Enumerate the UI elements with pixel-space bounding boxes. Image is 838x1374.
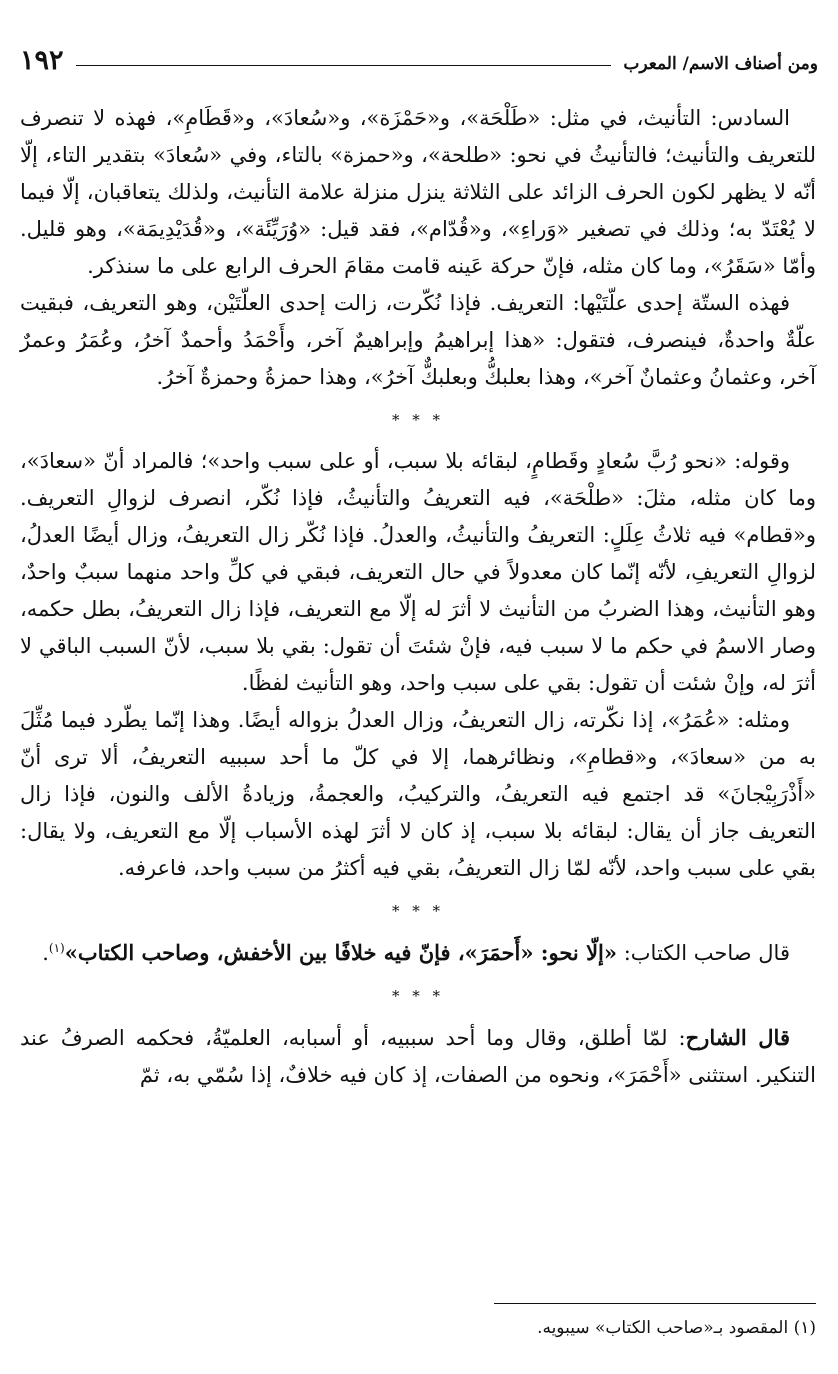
author-quote <box>20 934 816 972</box>
header-rule <box>76 65 612 66</box>
quote-end: . <box>42 941 49 965</box>
paragraph: فهذه الستّة إحدى علّتَيْها: التعريف. فإذا نُكّرت، زالت إحدى العلّتَيْن، وهو التعريف، فبقيت علّةٌ واحدةٌ، فينصرف، فتقول: «هذا إبراهيمُ وإبراهيمٌ آخر، وأَحْمَدُ وأحمدٌ آخرُ، وعُمَرُ وعمرٌ آخر، وعثمانُ وعثمانٌ آخر»، وهذا بعلبكُّ وبعلبكٌّ آخرُ»، وهذا حمزةُ وحمزةٌ آخرُ. <box>20 291 816 389</box>
section-separator: * * * <box>391 411 445 429</box>
footnote-rule <box>494 1303 816 1304</box>
commentary-lead: قال الشارح <box>685 1025 790 1050</box>
quote-lead: قال صاحب الكتاب: <box>617 941 790 965</box>
paragraph: وقوله: «نحو رُبَّ سُعادٍ وقَطامٍ، لبقائه بلا سبب، أو على سبب واحد»؛ فالمراد أنّ «سعادَ»، وما كان مثله، مثلَ: «طلْحَة»، فيه التعريفُ والتأنيثُ، فإذا نُكّر، انصرف لزوالِ التعريف. و«قطام» فيه ثلاثُ عِلَلٍ: التعريفُ والتأنيثُ، والعدلُ. فإذا نُكّر زال التعريفُ، وزال أيضًا العدلُ، لزوالِ التعريفِ، لأنّه إنّما كان معدولاً في حال التعريف، فبقي في كلِّ واحد منهما سببٌ واحدٌ، وهو التأنيث، وهذا الضربُ من التأنيث لا أثرَ له إلّا مع التعريف، فإذا زال التعريفُ، بطل حكمه، وصار الاسمُ في حكم ما لا سبب فيه، فإنْ شئتَ أن تقول: بقي بلا سبب، لأنّ السبب الباقي لا أثرَ له، وإنْ شئت أن تقول: بقي على سبب واحد، وهو التأنيث لفظًا. <box>20 449 816 695</box>
commentary-paragraph <box>20 1019 816 1094</box>
paragraph: السادس: التأنيث، في مثل: «طَلْحَة»، و«حَمْزَة»، و«سُعادَ»، و«قَطَامِ»، فهذه لا تنصرف للتعريف والتأنيث؛ فالتأنيثُ في نحو: «طلحة»، و«حمزة» بالتاء، وفي «سُعادَ» بتقدير التاء، إلّا أنّه لا يظهر لكون الحرف الزائد على الثلاثة ينزل منزلة علامة التأنيث، ولذلك يتعاقبان، إلّا فيما لا يُعْتَدّ به؛ وذلك في تصغير «وَراءِ»، و«قُدّام»، فقد قيل: «وُرَيِّئَة»، و«قُدَيْدِيمَة»، وهو قليل. وأمّا «سَقَرُ»، وما كان مثله، فإنّ حركة عَينه قامت مقامَ الحرف الرابع على ما سنذكر. <box>20 106 816 278</box>
section-separator: * * * <box>391 987 445 1005</box>
footnote: (١) المقصود بـ«صاحب الكتاب» سيبويه. <box>537 1318 816 1338</box>
running-title: ومن أصناف الاسم/ المعرب <box>623 54 818 74</box>
paragraph: ومثله: «عُمَرُ»، إذا نكّرته، زال التعريفُ، وزال العدلُ بزواله أيضًا. وهذا إنّما يطّرد فيما مُثِّلَ به من «سعادَ»، و«قطامِ»، ونظائرهما، إلا في كلّ ما أحد سببيه التعريفُ، ألا ترى أنّ «أَذْرَبِيْجانَ» قد اجتمع فيه التعريفُ، والتركيبُ، والعجمةُ، وزيادةُ الألف والنون، فإذا زال التعريف جاز أن يقال: لبقائه بلا سبب، إذ كان لا أثرَ لهذه الأسباب إلّا مع التعريف، ولا يقال: بقي على سبب واحد، لأنّه لمّا زال التعريفُ، بقي فيه أكثرُ من سبب واحد، فاعرفه. <box>20 708 816 880</box>
section-separator: * * * <box>391 902 445 920</box>
page-header <box>20 34 818 74</box>
footnote-marker[interactable]: (١) <box>48 941 65 955</box>
quote-text: «إلّا نحو: «أَحمَرَ»، فإنّ فيه خلافًا بين الأخفش، وصاحب الكتاب» <box>64 940 618 965</box>
main-text <box>20 100 816 1094</box>
commentary-text: : لمّا أطلق، وقال وما أحد سببيه، أو أسبابه، العلميّةُ، فحكمه الصرفُ عند التنكير. استثنى «أَحْمَرَ»، ونحوه من الصفات، إذ كان فيه خلافٌ، إذا سُمّي به، ثمّ <box>20 1026 816 1087</box>
page-number: ١٩٢ <box>20 45 64 76</box>
